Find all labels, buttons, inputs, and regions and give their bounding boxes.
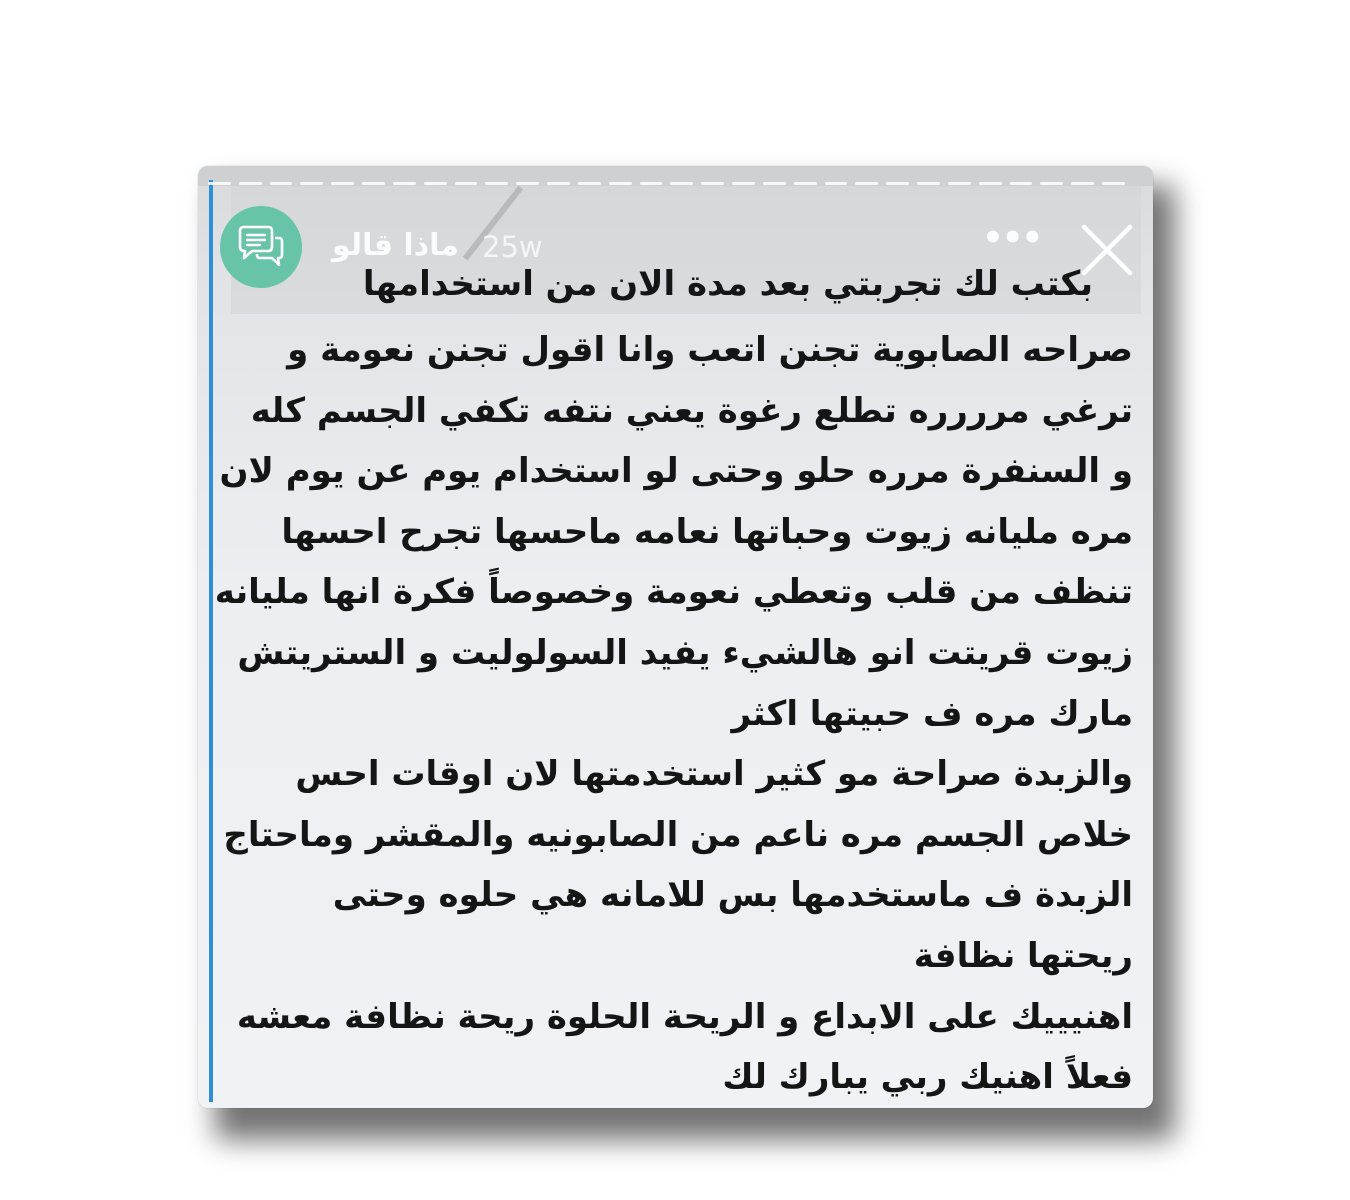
progress-segment (886, 182, 909, 185)
review-line: فعلاً اهنيك ربي يبارك لك (722, 1057, 1133, 1098)
review-line: صراحه الصابوية تجنن اتعب وانا اقول تجنن نعومة و (287, 330, 1133, 370)
review-line: زيوت قريتت انو هالشيء يفيد السولوليت و الستريتش (237, 632, 1133, 673)
story-timestamp: 25w (482, 230, 543, 264)
progress-segment (640, 182, 663, 185)
progress-segment (455, 182, 478, 185)
story-username[interactable]: ماذا قالو (332, 228, 459, 263)
progress-segment (763, 182, 786, 185)
progress-segment (1010, 182, 1033, 185)
review-line: ريحتها نظافة (913, 935, 1133, 976)
progress-segment (917, 182, 940, 185)
progress-segment (300, 182, 323, 185)
progress-segment (1040, 182, 1063, 185)
progress-segment (270, 182, 293, 185)
progress-segment (393, 182, 416, 185)
review-line: الزبدة ف ماستخدمها بس للامانه هي حلوه وحتى (332, 875, 1133, 916)
review-line: مره مليانه زيوت وحباتها نعامه ماحسها تجرح احسها (281, 511, 1133, 552)
progress-segment (794, 182, 817, 185)
review-line: اهنيييك على الابداع و الريحة الحلوة ريحة نظافة معشه (236, 996, 1133, 1037)
story-card (198, 166, 1153, 1108)
progress-segment (362, 182, 385, 185)
left-accent-line (209, 180, 213, 1102)
more-dots-icon[interactable]: ••• (982, 218, 1042, 258)
progress-segment (208, 182, 231, 185)
progress-segment (670, 182, 693, 185)
review-line: مارك مره ف حبيتها اكثر (731, 693, 1133, 734)
progress-segment (331, 182, 354, 185)
progress-segment (239, 182, 262, 185)
review-line: ترغي مرررره تطلع رغوة يعني نتفه تكفي الجسم كله (250, 390, 1133, 431)
review-line: تنظف من قلب وتعطي نعومة وخصوصاً فكرة انها مليانه (214, 572, 1133, 613)
progress-segment (855, 182, 878, 185)
progress-segment (516, 182, 539, 185)
progress-segment (979, 182, 1002, 185)
review-line: و السنفرة مرره حلو وحتى لو استخدام يوم عن يوم لان (219, 451, 1133, 492)
review-line: خلاص الجسم مره ناعم من الصابونيه والمقشر وماحتاج (223, 814, 1133, 855)
progress-segment (701, 182, 724, 185)
progress-segment (547, 182, 570, 185)
progress-segment (578, 182, 601, 185)
review-line: بكتب لك تجربتي بعد مدة الان من استخدامها (362, 264, 1093, 304)
progress-segment (1071, 182, 1094, 185)
progress-segment (948, 182, 971, 185)
progress-segment (609, 182, 632, 185)
review-line: والزبدة صراحة مو كثير استخدمتها لان اوقات احس (295, 754, 1133, 795)
progress-segment (485, 182, 508, 185)
progress-segment (424, 182, 447, 185)
progress-segment (732, 182, 755, 185)
review-text (214, 248, 1133, 1108)
progress-segment (825, 182, 848, 185)
progress-segment (1102, 182, 1125, 185)
